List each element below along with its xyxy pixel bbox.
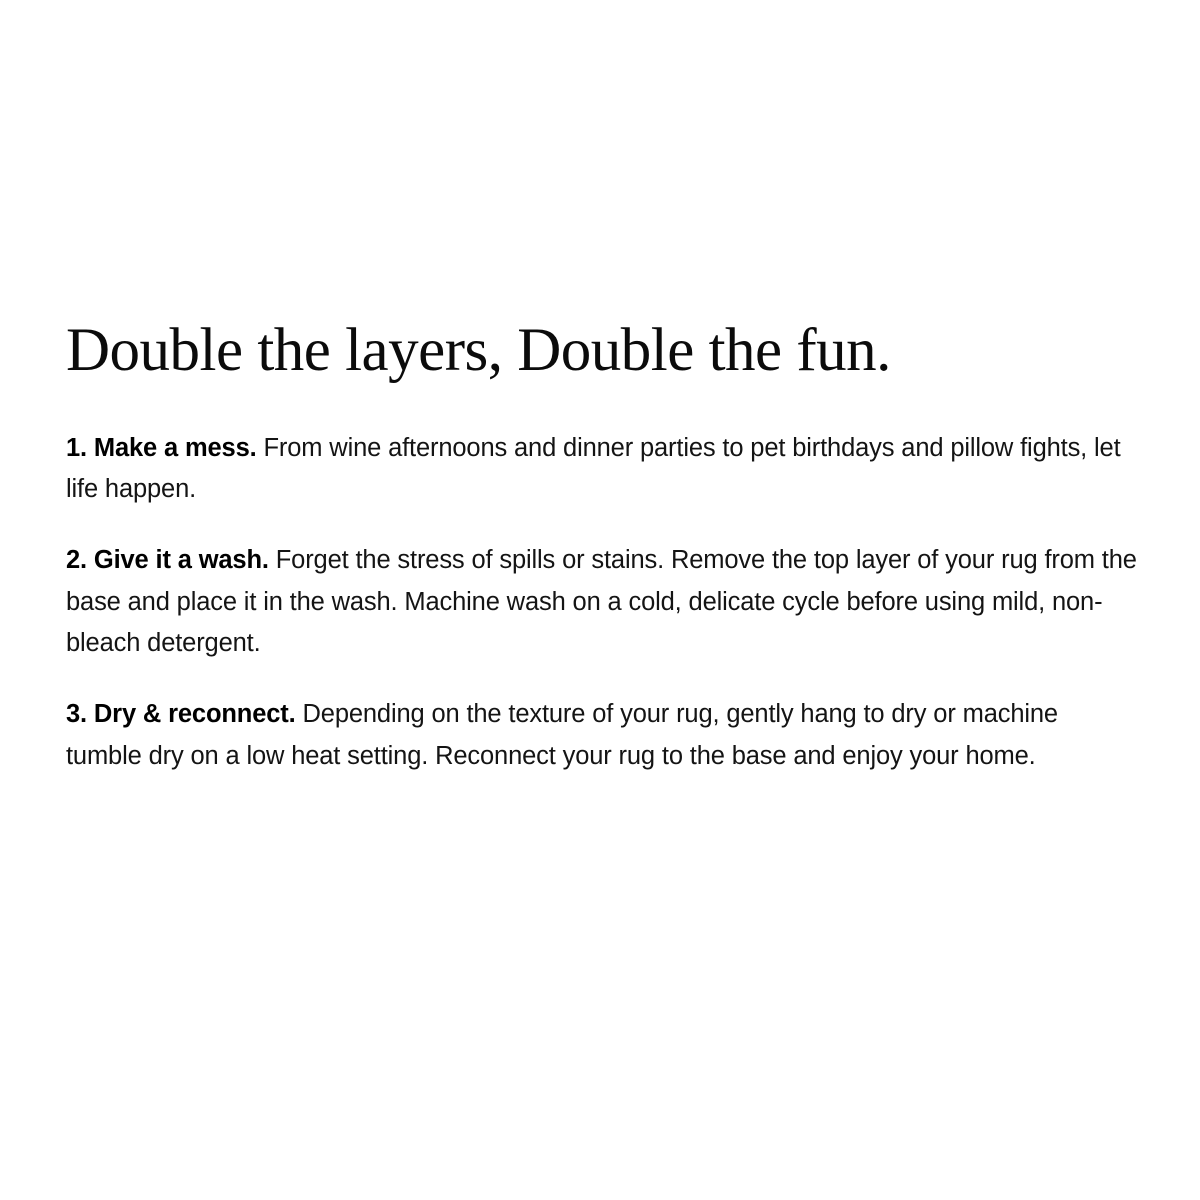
steps-list xyxy=(66,428,1140,777)
step-label: 2. Give it a wash. xyxy=(66,546,269,575)
list-item xyxy=(66,694,1140,777)
page-title: Double the layers, Double the fun. xyxy=(66,317,891,384)
step-body: From wine afternoons and dinner parties to pet birthdays and pillow fights, let life happen. xyxy=(66,433,1121,504)
step-body: Depending on the texture of your rug, gently hang to dry or machine tumble dry on a low heat setting. Reconnect your rug to the base and enjoy your home. xyxy=(66,700,1058,770)
list-item xyxy=(66,428,1140,511)
step-body: Forget the stress of spills or stains. Remove the top layer of your rug from the base and place it in the wash. Machine wash on a cold, delicate cycle before using mild, non-bleach detergent. xyxy=(66,546,1137,658)
list-item xyxy=(66,540,1140,664)
step-label: 3. Dry & reconnect. xyxy=(66,700,296,729)
step-label: 1. Make a mess. xyxy=(66,433,257,462)
